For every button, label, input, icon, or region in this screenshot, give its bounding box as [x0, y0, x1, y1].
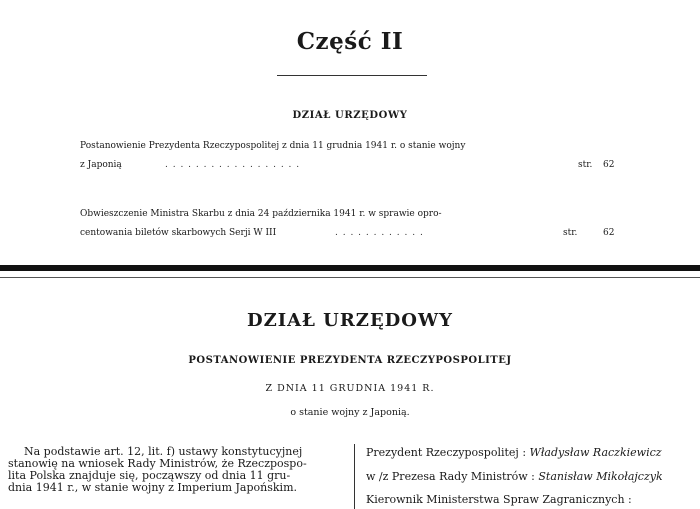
toc-entry-2-line2: centowania biletów skarbowych Serji W III: [80, 228, 277, 238]
toc-entry-1-line1: Postanowienie Prezydenta Rzeczypospolitej z dnia 11 grudnia 1941 r. o stanie wojny: [80, 141, 466, 151]
signature-1-label: Prezydent Rzeczypospolitej :: [366, 446, 527, 459]
signature-2: [366, 470, 663, 483]
signature-2-label: w /z Prezesa Rady Ministrów :: [366, 470, 535, 483]
toc-heading: DZIAŁ URZĘDOWY: [292, 110, 408, 121]
decree-date: Z DNIA 11 GRUDNIA 1941 R.: [265, 383, 435, 394]
title-rule: [277, 75, 427, 76]
toc-entry-2-leader: . . . . . . . . . . . .: [335, 228, 424, 238]
decree-title: POSTANOWIENIE PREZYDENTA RZECZYPOSPOLITEJ: [188, 355, 512, 366]
decree-subject: o stanie wojny z Japonią.: [290, 407, 410, 418]
toc-entry-1-leader: . . . . . . . . . . . . . . . . . .: [165, 160, 301, 170]
column-divider: [354, 444, 355, 509]
decree-body: [8, 446, 348, 494]
signature-2-name: Stanisław Mikołajczyk: [538, 470, 663, 483]
toc-entry-1-page: 62: [603, 160, 615, 170]
signature-1-name: Władysław Raczkiewicz: [529, 446, 662, 459]
body-line: dnia 1941 r., w stanie wojny z Imperium Japońskim.: [8, 481, 297, 494]
toc-entry-1-line2: z Japonią: [80, 160, 122, 170]
signature-3: [366, 493, 632, 506]
toc-entry-2-page-label: str.: [563, 228, 578, 238]
section-divider-thin: [0, 277, 700, 278]
signature-3-label: Kierownik Ministerstwa Spraw Zagranicznych :: [366, 493, 632, 506]
section-title: DZIAŁ URZĘDOWY: [246, 310, 454, 331]
toc-entry-1-page-label: str.: [578, 160, 593, 170]
toc-entry-2-line1: Obwieszczenie Ministra Skarbu z dnia 24 października 1941 r. w sprawie opro-: [80, 209, 442, 219]
body-line: lita Polska znajduje się, począwszy od dnia 11 gru-: [8, 469, 291, 482]
body-line: stanowię na wniosek Rady Ministrów, że Rzeczpospo-: [8, 457, 307, 470]
section-divider-thick: [0, 265, 700, 271]
part-title: Część II: [296, 28, 404, 55]
signature-1: [366, 446, 662, 459]
body-line: Na podstawie art. 12, lit. f) ustawy konstytucyjnej: [24, 445, 303, 458]
toc-entry-2-page: 62: [603, 228, 615, 238]
